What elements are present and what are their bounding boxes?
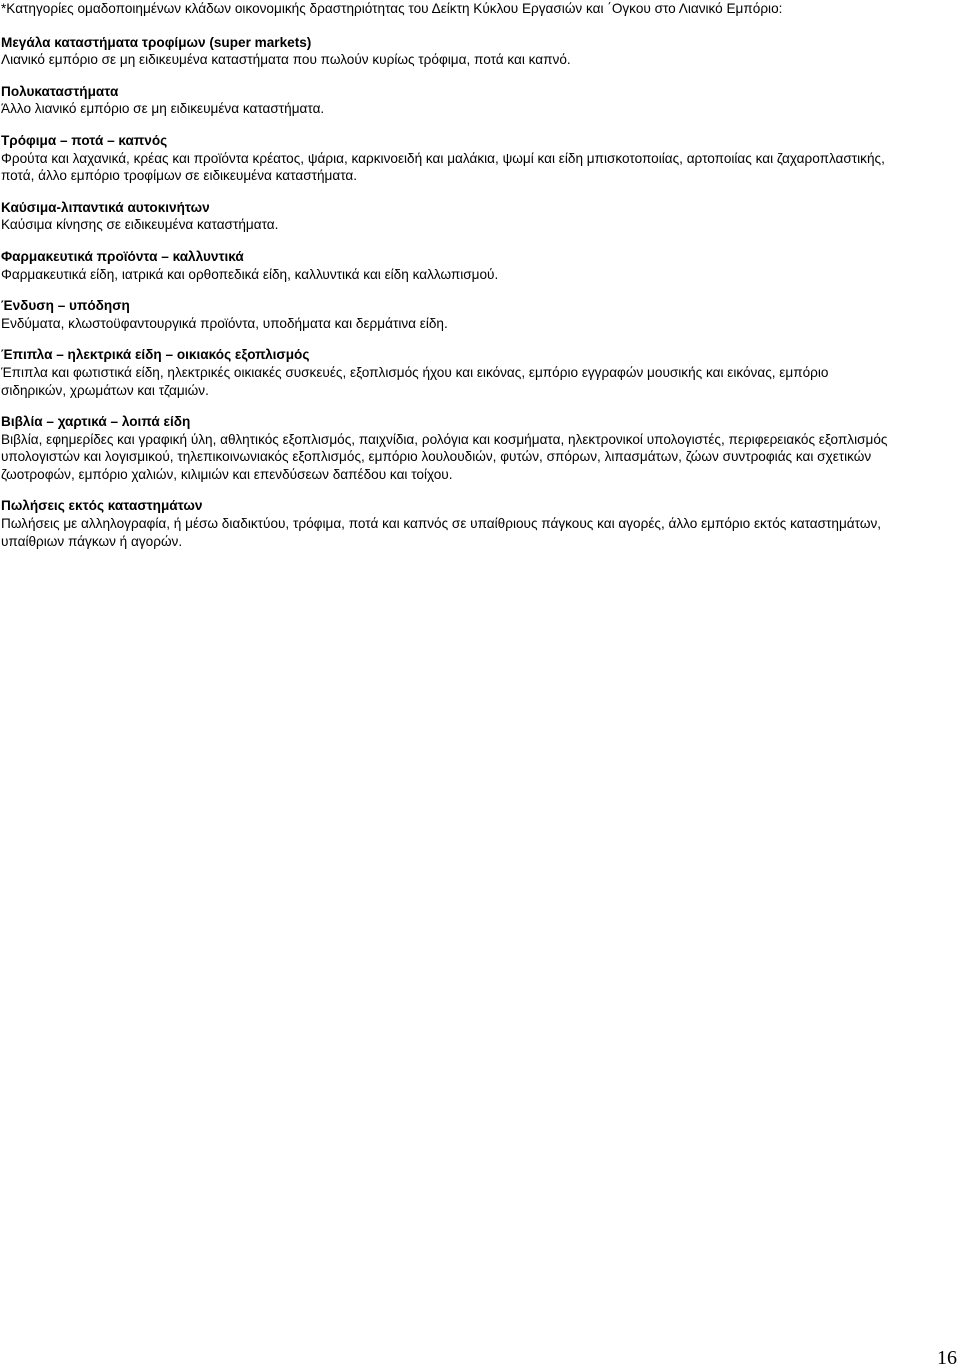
document-body	[1, 0, 891, 564]
intro-text: *Κατηγορίες ομαδοποιημένων κλάδων οικονομικής δραστηριότητας του Δείκτη Κύκλου Εργασιών και ΄Ογκου στο Λιανικό Εμπόριο:	[1, 1, 783, 16]
category-title: Ένδυση – υπόδηση	[1, 298, 130, 314]
category-pharmaceuticals-cosmetics	[1, 248, 891, 283]
category-title: Φαρμακευτικά προϊόντα – καλλυντικά	[1, 248, 244, 264]
category-title: Βιβλία – χαρτικά – λοιπά είδη	[1, 414, 191, 430]
category-food-drinks-tobacco	[1, 132, 891, 185]
category-department-stores	[1, 83, 891, 118]
category-title: Μεγάλα καταστήματα τροφίμων (super markets)	[1, 34, 312, 50]
category-description: Έπιπλα και φωτιστικά είδη, ηλεκτρικές οικιακές συσκευές, εξοπλισμός ήχου και εικόνας, εμπόριο εγγραφών μουσικής και εικόνας, εμπόριο σιδηρικών, χρωμάτων και τζαμιών.	[1, 364, 829, 398]
category-title: Έπιπλα – ηλεκτρικά είδη – οικιακός εξοπλισμός	[1, 347, 310, 363]
category-title: Πωλήσεις εκτός καταστημάτων	[1, 498, 203, 514]
category-description: Φρούτα και λαχανικά, κρέας και προϊόντα κρέατος, ψάρια, καρκινοειδή και μαλάκια, ψωμί και είδη μπισκοτοποιίας, αρτοποιίας και ζαχαροπλαστικής, ποτά, άλλο εμπόριο τροφίμων σε ειδικευμένα καταστήματα.	[1, 150, 885, 184]
category-non-store-sales	[1, 497, 891, 550]
category-supermarkets	[1, 34, 891, 69]
category-description: Λιανικό εμπόριο σε μη ειδικευμένα καταστήματα που πωλούν κυρίως τρόφιμα, ποτά και καπνό.	[1, 52, 571, 68]
category-title: Πολυκαταστήματα	[1, 83, 119, 99]
page-number: 16	[937, 1347, 957, 1369]
category-title: Τρόφιμα – ποτά – καπνός	[1, 132, 168, 148]
category-fuel-lubricants	[1, 199, 891, 234]
category-description: Φαρμακευτικά είδη, ιατρικά και ορθοπεδικά είδη, καλλυντικά και είδη καλλωπισμού.	[1, 266, 499, 282]
category-title: Καύσιμα-λιπαντικά αυτοκινήτων	[1, 199, 210, 215]
category-description: Ενδύματα, κλωστοϋφαντουργικά προϊόντα, υποδήματα και δερμάτινα είδη.	[1, 315, 448, 331]
category-furniture-electrical-household	[1, 346, 891, 399]
category-books-stationery-other	[1, 413, 891, 483]
category-description: Καύσιμα κίνησης σε ειδικευμένα καταστήματα.	[1, 217, 279, 233]
category-description: Πωλήσεις με αλληλογραφία, ή μέσω διαδικτύου, τρόφιμα, ποτά και καπνός σε υπαίθριους πάγκους και αγορές, άλλο εμπόριο εκτός καταστημάτων, υπαίθριων πάγκων ή αγορών.	[1, 516, 882, 549]
category-description: Βιβλία, εφημερίδες και γραφική ύλη, αθλητικός εξοπλισμός, παιχνίδια, ρολόγια και κοσμήματα, ηλεκτρονικοί υπολογιστές, περιφερειακός εξοπλισμός υπολογιστών και λογισμικού, τηλεπικοινωνιακός εξοπλισμός, εμπόριο λουλουδιών, φυτών, σπόρων, λιπασμάτων, ζώων συντροφιάς και σχετικών ζωοτροφών, εμπόριο χαλιών, κιλιμιών και επενδύσεων δαπέδου και τοίχου.	[1, 431, 888, 482]
category-clothing-footwear	[1, 297, 891, 332]
category-description: Άλλο λιανικό εμπόριο σε μη ειδικευμένα καταστήματα.	[1, 101, 325, 117]
